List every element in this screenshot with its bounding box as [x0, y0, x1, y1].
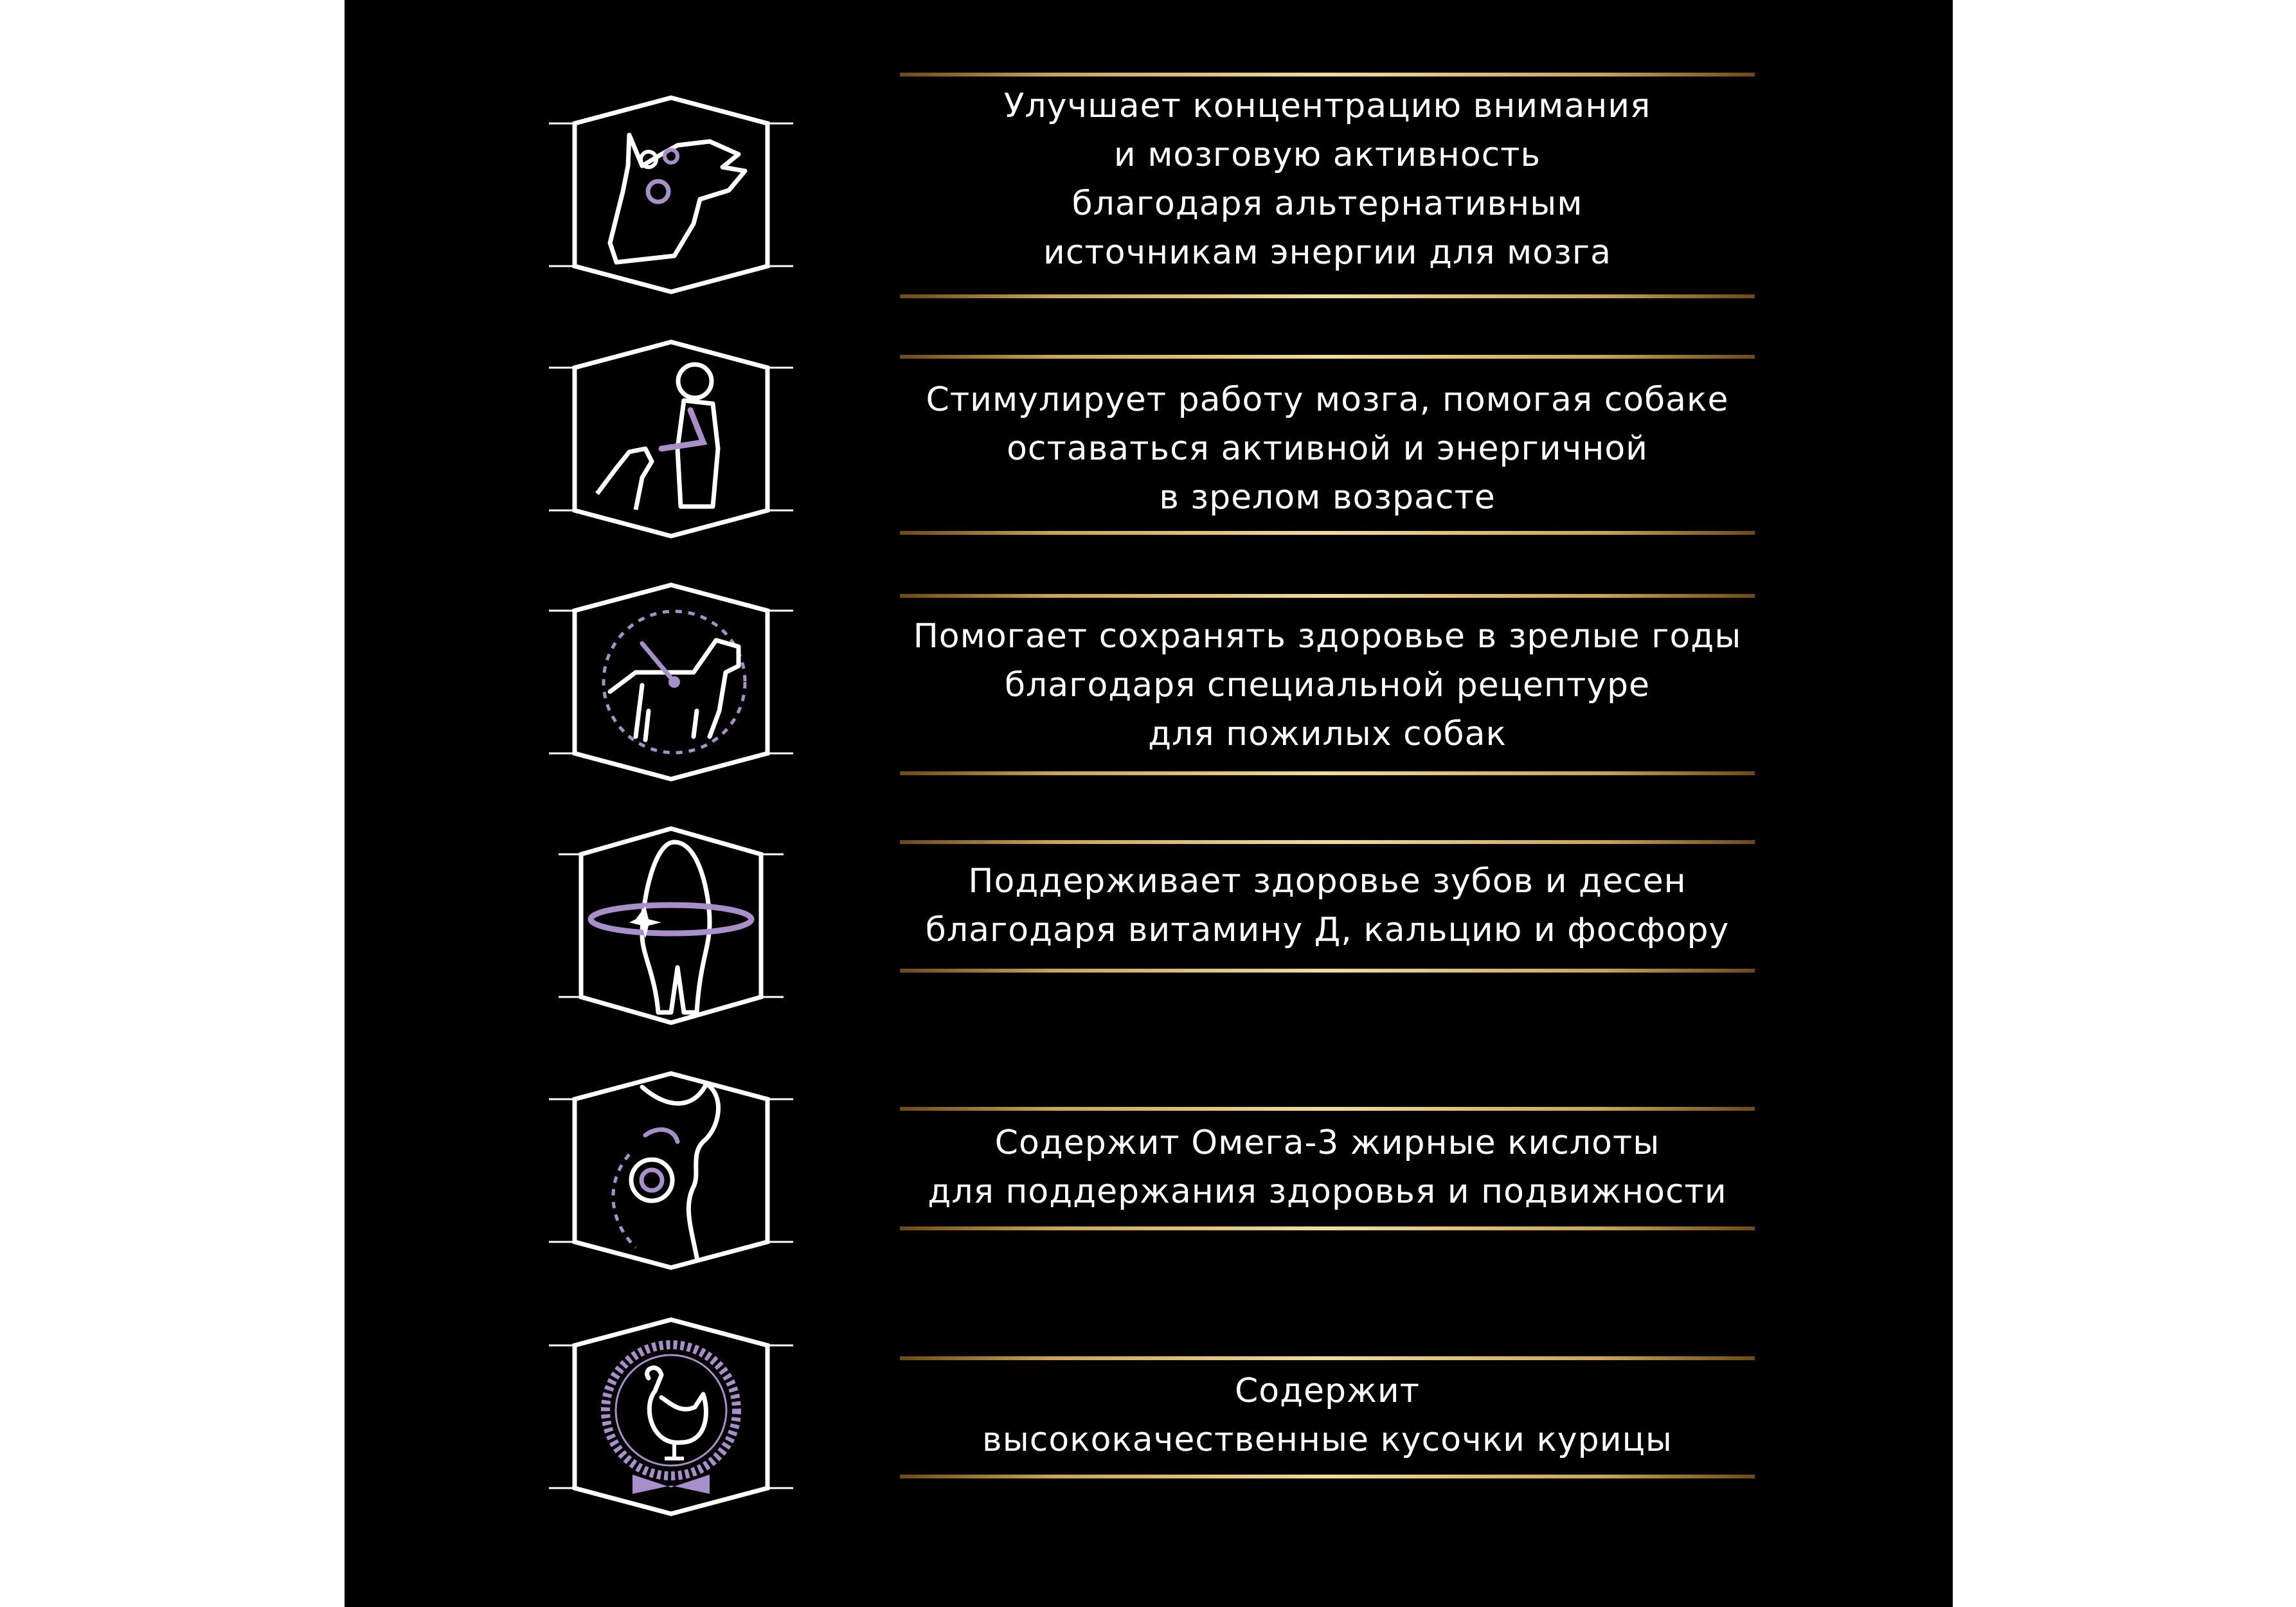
chicken-badge-icon: [546, 1317, 796, 1516]
joint-icon: [546, 1071, 796, 1270]
feature-line: Стимулирует работу мозга, помогая собаке: [926, 381, 1729, 419]
tooth-ring-icon: [546, 826, 796, 1025]
feature-line: источникам энергии для мозга: [1043, 233, 1611, 272]
feature-line: оставаться активной и энергичной: [1007, 429, 1648, 468]
feature-line: высококачественные кусочки курицы: [982, 1421, 1673, 1459]
benefits-panel: [345, 0, 1953, 1607]
feature-line: Улучшает концентрацию внимания: [1003, 87, 1651, 125]
feature-line: Поддерживает здоровье зубов и десен: [968, 862, 1687, 901]
feature-line: Содержит: [1234, 1372, 1420, 1410]
dog-head-gears-icon: [546, 95, 796, 294]
feature-line: для пожилых собак: [1148, 715, 1507, 753]
feature-line: благодаря специальной рецептуре: [1004, 666, 1651, 705]
feature-line: в зрелом возрасте: [1159, 478, 1496, 517]
feature-line: благодаря витамину Д, кальцию и фосфору: [925, 911, 1730, 949]
feature-line: благодаря альтернативным: [1072, 184, 1583, 223]
feature-line: для поддержания здоровья и подвижности: [928, 1172, 1727, 1211]
feature-line: Помогает сохранять здоровье в зрелые годы: [913, 617, 1742, 656]
man-with-dog-icon: [546, 339, 796, 539]
dog-clock-icon: [546, 582, 796, 782]
feature-line: Содержит Омега-3 жирные кислоты: [994, 1124, 1660, 1162]
feature-line: и мозговую активность: [1113, 136, 1541, 174]
